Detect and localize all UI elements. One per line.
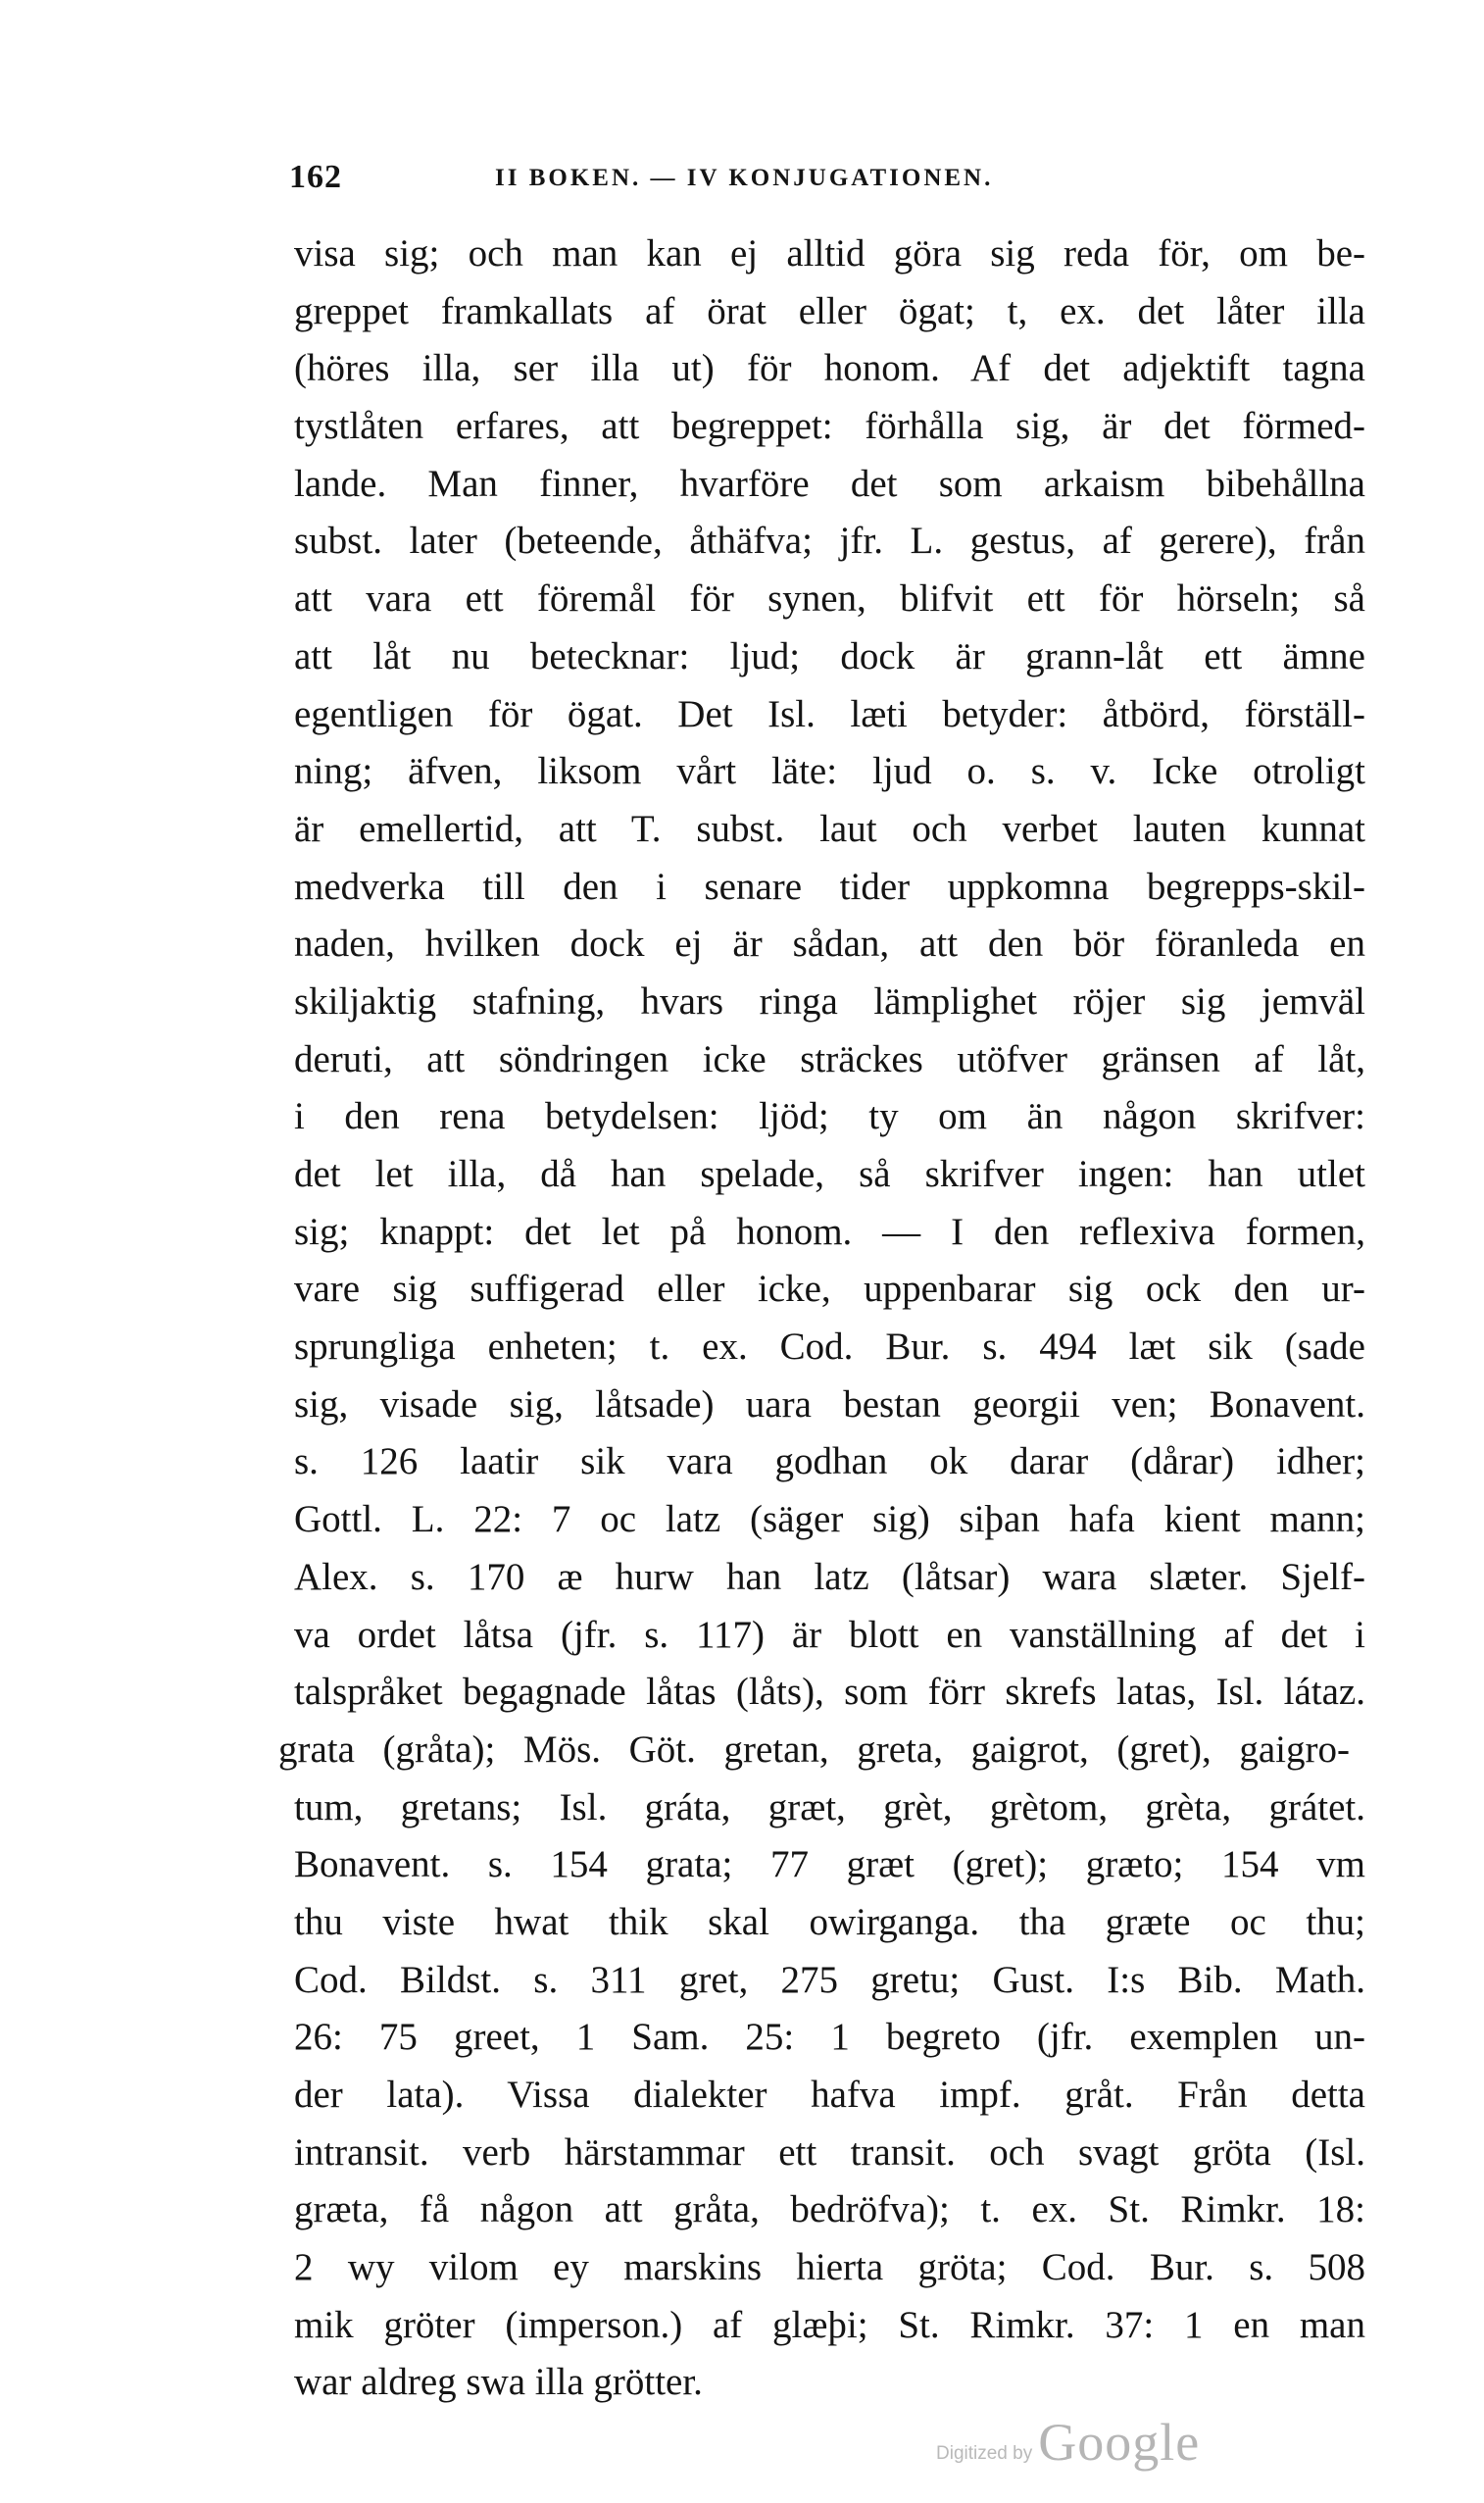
google-logo: Google	[1038, 2413, 1201, 2472]
text-line: Gottl. L. 22: 7 oc latz (säger sig) siþan hafa kient mann;	[294, 1498, 1365, 1541]
text-line: sig, visade sig, låtsade) uara bestan georgii ven; Bonavent.	[294, 1382, 1365, 1426]
text-line: lande. Man finner, hvarföre det som arkaism bibehållna	[294, 462, 1365, 505]
text-line: att vara ett föremål för synen, blifvit ett för hörseln; så	[294, 577, 1365, 621]
text-line: Bonavent. s. 154 grata; 77 græt (gret); græto; 154 vm	[294, 1843, 1365, 1886]
text-line: subst. later (beteende, åthäfva; jfr. L. gestus, af gerere), från	[294, 520, 1365, 563]
text-line: greppet framkallats af örat eller ögat; t, ex. det låter illa	[294, 289, 1365, 332]
text-line: sprungliga enheten; t. ex. Cod. Bur. s. 494 læt sik (sade	[294, 1326, 1365, 1369]
text-line: visa sig; och man kan ej alltid göra sig reda för, om be-	[294, 232, 1365, 275]
text-line: (höres illa, ser illa ut) för honom. Af det adjektift tagna	[294, 347, 1365, 390]
text-line: skiljaktig stafning, hvars ringa lämplighet röjer sig jemväl	[294, 979, 1365, 1023]
text-line: medverka till den i senare tider uppkomna begrepps-skil-	[294, 865, 1365, 908]
text-line: 26: 75 greet, 1 Sam. 25: 1 begreto (jfr. exemplen un-	[294, 2016, 1365, 2059]
text-line: der lata). Vissa dialekter hafva impf. gråt. Från detta	[294, 2074, 1365, 2116]
text-line: 2 wy vilom ey marskins hierta gröta; Cod. Bur. s. 508	[294, 2246, 1365, 2289]
text-line: sig; knappt: det let på honom. — I den reflexiva formen,	[294, 1210, 1365, 1253]
text-line: thu viste hwat thik skal owirganga. tha græte oc thu;	[294, 1900, 1365, 1943]
text-line: tum, gretans; Isl. gráta, græt, grèt, grètom, grèta, grátet.	[294, 1785, 1365, 1828]
digitized-by-watermark	[936, 2414, 1200, 2473]
text-line: war aldreg swa illa grötter.	[294, 2361, 703, 2404]
digitized-by-text: Digitized by	[936, 2443, 1033, 2464]
text-line: egentligen för ögat. Det Isl. læti betyder: åtbörd, förställ-	[294, 692, 1365, 735]
text-line: vare sig suffigerad eller icke, uppenbarar sig ock den ur-	[294, 1268, 1365, 1311]
page-number: 162	[289, 159, 342, 195]
text-line: mik gröter (imperson.) af glæþi; St. Rimkr. 37: 1 en man	[294, 2303, 1365, 2346]
text-line: græta, få någon att gråta, bedröfva); t. ex. St. Rimkr. 18:	[294, 2188, 1365, 2231]
text-line: Cod. Bildst. s. 311 gret, 275 gretu; Gust. I:s Bib. Math.	[294, 1958, 1365, 2001]
text-line: va ordet låtsa (jfr. s. 117) är blott en vanställning af det i	[294, 1613, 1365, 1656]
text-line: grata (gråta); Mös. Göt. gretan, greta, gaigrot, (gret), gaigro-	[278, 1727, 1350, 1771]
text-line: är emellertid, att T. subst. laut och verbet lauten kunnat	[294, 807, 1365, 850]
text-line: Alex. s. 170 æ hurw han latz (låtsar) wara slæter. Sjelf-	[294, 1555, 1365, 1598]
page-header	[289, 159, 1191, 198]
text-line: naden, hvilken dock ej är sådan, att den bör föranleda en	[294, 923, 1365, 966]
running-head: II BOKEN. — IV KONJUGATIONEN.	[495, 165, 994, 191]
text-line: ning; äfven, liksom vårt läte: ljud o. s. v. Icke otroligt	[294, 750, 1365, 793]
text-line: det let illa, då han spelade, så skrifver ingen: han utlet	[294, 1153, 1365, 1195]
text-line: s. 126 laatir sik vara godhan ok darar (dårar) idher;	[294, 1440, 1365, 1483]
text-line: talspråket begagnade låtas (låts), som förr skrefs latas, Isl. látaz.	[294, 1671, 1365, 1714]
text-line: tystlåten erfares, att begreppet: förhålla sig, är det förmed-	[294, 405, 1365, 448]
text-line: i den rena betydelsen: ljöd; ty om än någon skrifver:	[294, 1095, 1365, 1138]
body-text	[278, 225, 1365, 2412]
text-line: intransit. verb härstammar ett transit. och svagt gröta (Isl.	[294, 2130, 1365, 2174]
text-line: att låt nu betecknar: ljud; dock är grann-låt ett ämne	[294, 634, 1365, 677]
text-line: deruti, att söndringen icke sträckes utöfver gränsen af låt,	[294, 1037, 1365, 1080]
